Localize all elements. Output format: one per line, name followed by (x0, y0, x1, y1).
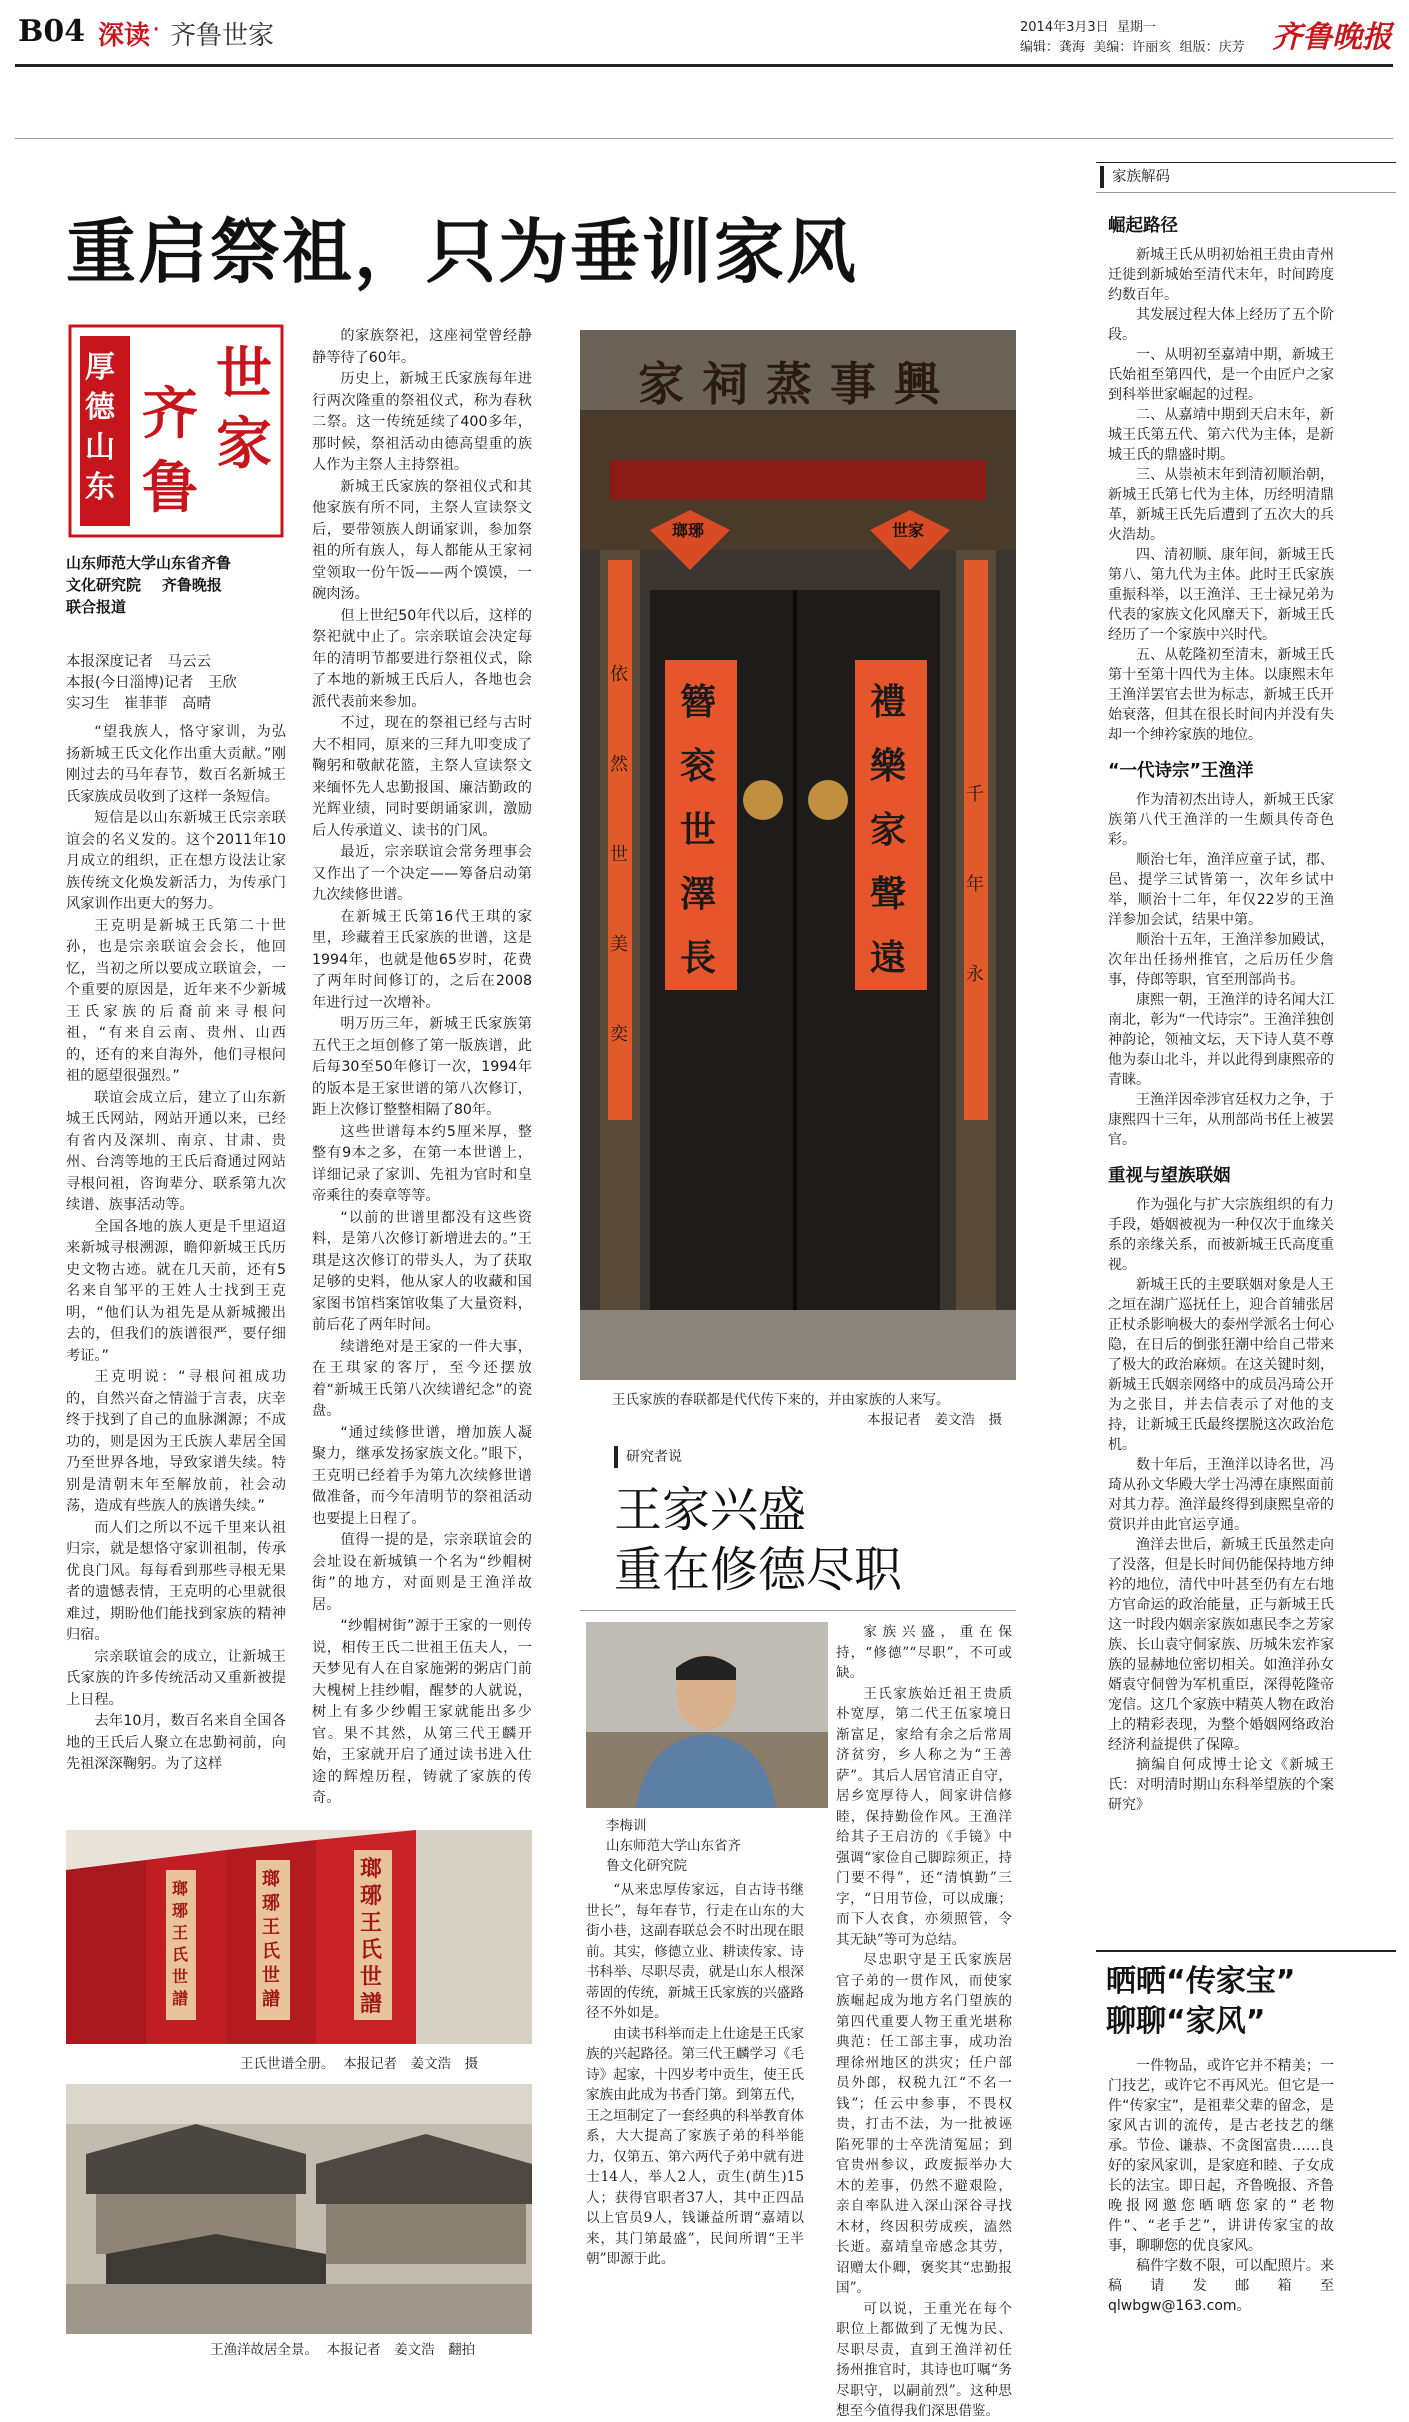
partners: 山东师范大学山东省齐鲁 文化研究院 齐鲁晚报 联合报道 (66, 554, 232, 616)
sidebar-section-title: 崛起路径 (1108, 216, 1178, 236)
photo-caption: 王氏世谱全册。 本报记者 姜文浩 摄 (240, 2056, 479, 2072)
book-spine-text: 瑯琊王氏世譜 (262, 1869, 280, 2010)
sidebar-rule (1096, 162, 1396, 163)
column-logo (66, 322, 286, 540)
pillar-left: 依然世美奕 (610, 664, 628, 1045)
sign-text: 世家 (892, 521, 925, 540)
headline: 重启祭祖，只为垂训家风 (66, 211, 858, 293)
research-column-1: “从来忠厚传家远，自古诗书继世长”，每年春节，行走在山东的大街小巷，这副春联总会不时出现在眼前。其实，修德立业、耕读传家、诗书科举、尽职尽责，就是山东人根深蒂固的传统，新城王氏家族的兴盛路径不外如是。 由读书科举而走上仕途是王氏家族的兴起路径。第三代王麟学习《毛诗》起家，十四岁考中贡生，使王氏家族由此成为书香门第。到第五代，王之垣制定了一套经典的科举教育体系，大大提高了家族子弟的科举能力，仅第五、第六两代子弟中就有进士14人，举人2人，贡生(荫生)15人；获得官职者37人，其中正四品以上官员9人，钱谦益所谓“嘉靖以来，其门第最盛”，民间所谓“王半朝”即源于此。 (586, 1882, 804, 2267)
logo-char: 齐 (142, 381, 198, 447)
couplet-left: 簪衮世澤長 (680, 681, 717, 979)
photo-caption: 王渔洋故居全景。 本报记者 姜文浩 翻拍 (210, 2342, 476, 2358)
issue-date: 2014年3月3日 (1020, 20, 1109, 35)
research-column-2: 家族兴盛，重在保持，“修德”“尽职”，不可或缺。 王氏家族始迁祖王贵质朴宽厚，第二代王伍家境日渐富足，家给有余之后常周济贫穷，乡人称之为“王善萨”。其后人居官清正自守，居乡宽厚待人，闾家讲信修睦，保持勤俭作风。王渔洋给其子王启汸的《手镜》中强调“家俭自己脚踪须正，持门要不得”，还“清慎勤”三字，“日用节俭，可以成廉；而下人衣食，亦须照管，令其无缺”等可为总结。 尽忠职守是王氏家族居官子弟的一贯作风，而使家族崛起成为地方名门望族的第四代重要人物王重光堪称典范：任工部主事，成功治理徐州地区的洪灾；任户部员外郎，权税九江“不名一钱”；任云中参事，不畏权贵，打击不法，为一批被诬陷死罪的士卒洗清冤屈；到官贵州参议，政废振举办大木的差事，仍然不避艰险，亲自率队进入深山深谷寻找木材，终因积劳成疾，溘然长逝。嘉靖皇帝感念其劳，诏赠太仆卿，褒奖其“忠勤报国”。 可以说，王重光在每个职位上都做到了无愧为民、尽职尽责，直到王渔洋初任扬州推官时，其诗也叮嘱“务尽职守，以嗣前烈”。这种思想至今值得我们深思借鉴。 (836, 1624, 1012, 2419)
doors-photo (580, 330, 1016, 1380)
logo-char: 世 (216, 341, 272, 407)
logo-char: 鲁 (142, 455, 198, 521)
sign-text: 瑯琊 (672, 521, 705, 540)
photo-caption: 王氏家族的春联都是代代传下来的，并由家族的人来写。 本报记者 姜文浩 摄 (612, 1392, 1002, 1428)
book-spine-text: 瑯琊王氏世譜 (360, 1856, 383, 2017)
masthead-logo: 齐鲁晚报 (1272, 20, 1392, 55)
page-header: B04 深读 · 齐鲁世家 2014年3月3日 星期一 编辑：龚海 美编：许丽亥 组版：庆芳 齐鲁晚报 (0, 0, 1409, 62)
photo-genealogy-books (66, 1830, 532, 2044)
plaque-text: 家祠蒸事興 (638, 357, 958, 411)
photo-family-doors (580, 330, 1016, 1380)
research-label: 研究者说 (614, 1446, 730, 1468)
couplet-right: 禮樂家聲遠 (870, 681, 907, 979)
article-column-1: “望我族人，恪守家训，为弘扬新城王氏文化作出重大贡献。”刚刚过去的马年春节，数百名新城王氏家族成员收到了这样一条短信。 短信是以山东新城王氏宗亲联谊会的名义发的。这个2011年10月成立的组织，正在想方设法让家族传统文化焕发新活力，为传承门风家训作出更大的努力。 王克明是新城王氏第二十世孙，也是宗亲联谊会会长，他回忆，当初之所以要成立联谊会，一个重要的原因是，近年来不少新城王氏家族的后裔前来寻根问祖，“有来自云南、贵州、山西的，还有的来自海外，他们寻根问祖的愿望很强烈。” 联谊会成立后，建立了山东新城王氏网站，网站开通以来，已经有省内及深圳、南京、甘肃、贵州、台湾等地的王氏后裔通过网站寻根问祖，咨询辈分、联系第九次续谱、族事活动等。 全国各地的族人更是千里迢迢来新城寻根溯源，瞻仰新城王氏历史文物古迹。就在几天前，还有5名来自邹平的王姓人士找到王克明，“他们认为祖先是从新城搬出去的，但我们的族谱很严，要仔细考证。” 王克明说：“寻根问祖成功的，自然兴奋之情溢于言表，庆幸终于找到了自己的血脉渊源；不成功的，则是因为王氏族人辈居全国乃至世界各地，导致家谱失续。特别是清朝末年至解放前，社会动荡，造成有些族人的族谱失续。” 而人们之所以不远千里来认祖归宗，就是想恪守家训祖制，传承优良门风。每每看到那些寻根无果者的遗憾表情，王克明的心里就很难过，期盼他们能找到家族的精神归宿。 宗亲联谊会的成立，让新城王氏家族的许多传统活动又重新被提上日程。 去年10月，数百名来自全国各地的王氏后人聚立在忠勤祠前，向先祖深深鞠躬。为了这样 (66, 724, 286, 1772)
portrait-caption: 李梅训 山东师范大学山东省齐 鲁文化研究院 (606, 1818, 741, 1874)
divider (580, 1610, 1016, 1611)
pillar-right: 千年永 (966, 784, 984, 985)
logo-char: 家 (216, 411, 272, 477)
sidebar-label: 家族解码 (1100, 166, 1210, 188)
genealogy-photo (66, 1830, 532, 2044)
divider (15, 138, 1393, 139)
residence-photo (66, 2084, 532, 2334)
logo-small-text: 厚德山东 (85, 350, 115, 505)
portrait-photo (586, 1622, 828, 1808)
divider (1096, 1950, 1396, 1952)
article-column-2: 的家族祭祀，这座祠堂曾经静静等待了60年。 历史上，新城王氏家族每年进行两次隆重的祭祖仪式，称为春秋二祭。这一传统延续了400多年，那时候，祭祖活动由德高望重的族人作为主祭人主持祭祖。 新城王氏家族的祭祖仪式和其他家族有所不同，主祭人宣读祭文后，要带领族人朗诵家训，参加祭祖的所有族人，每人都能从王家祠堂领取一份午饭——两个馍馍，一碗肉汤。 但上世纪50年代以后，这样的祭祀就中止了。宗亲联谊会决定每年的清明节都要进行祭祖仪式，除了本地的新城王氏后人，各地也会派代表前来参加。 不过，现在的祭祖已经与古时大不相同，原来的三拜九叩变成了鞠躬和敬献花篮，主祭人宣读祭文来缅怀先人忠勤报国、廉洁勤政的光辉业绩，同时要朗诵家训，激励后人传承道义、读书的门风。 最近，宗亲联谊会常务理事会又作出了一个决定——筹备启动第九次续修世谱。 在新城王氏第16代王琪的家里，珍藏着王氏家族的世谱，这是1994年，也就是他65岁时，花费了两年时间修订的，之后在2008年进行过一次增补。 明万历三年，新城王氏家族第五代王之垣创修了第一版族谱，此后每30至50年修订一次，1994年的版本是王家世谱的第八次修订，距上次修订整整相隔了80年。 这些世谱每本约5厘米厚，整整有9本之多，在第一本世谱上，详细记录了家训、先祖为官时和皇帝乘往的奏章等等。 “以前的世谱里都没有这些资料，是第八次修订新增进去的。”王琪是这次修订的带头人，为了获取足够的史料，他从家人的收藏和国家图书馆档案馆收集了大量资料，前后花了两年时间。 续谱绝对是王家的一件大事，在王琪家的客厅，至今还摆放着“新城王氏第八次续谱纪念”的瓷盘。 “通过续修世谱，增加族人凝聚力，继承发扬家族文化。”眼下，王克明已经着手为第九次续修世谱做准备，而今年清明节的祭祖活动也要提上日程了。 值得一提的是，宗亲联谊会的会址设在新城镇一个名为“纱帽树街”的地方，对面则是王渔洋故居。 “纱帽树街”源于王家的一则传说，相传王氏二世祖王伍夫人，一天梦见有人在自家施粥的粥店门前大槐树上挂纱帽，醒梦的人就说，树上有多少纱帽王家就能出多少官。果不其然，从第三代王麟开始，王家就开启了通过读书进入仕途的辉煌历程，铸就了家族的传奇。 (312, 328, 532, 1806)
sidebar-section-title: “一代诗宗”王渔洋 (1108, 761, 1254, 781)
section-label: 深读 (98, 21, 151, 51)
sidebar-section-title: 重视与望族联姻 (1108, 1166, 1231, 1186)
sub-headline: 王家兴盛 重在修德尽职 (614, 1482, 903, 1598)
promo-title: 晒晒“传家宝” 聊聊“家风” (1106, 1964, 1296, 2039)
sidebar-content: 崛起路径 新城王氏从明初始祖王贵由青州迁徙到新城始至清代末年，时间跨度约数百年。 其发展过程大体上经历了五个阶段。 一、从明初至嘉靖中期，新城王氏始祖至第四代，是一个由匠户之家到科举世家崛起的过程。 二、从嘉靖中期到天启末年，新城王氏第五代、第六代为主体，是新城王氏的鼎盛时期。 三、从崇祯末年到清初顺治朝，新城王氏第七代为主体，历经明清鼎革，新城王氏先后遭到了五次大的兵火浩劫。 四、清初顺、康年间，新城王氏第八、第九代为主体。此时王氏家族重振科举，以王渔洋、王士禄兄弟为代表的家族文化风靡天下，新城王氏经历了一个家族中兴时代。 五、从乾隆初至清末，新城王氏第十至第十四代为主体。以康熙末年王渔洋罢官去世为标志，新城王氏开始衰落，但其在很长时间内并没有失却一个绅衿家族的地位。 “一代诗宗”王渔洋 作为清初杰出诗人，新城王氏家族第八代王渔洋的一生颇具传奇色彩。 顺治七年，渔洋应童子试，郡、邑、提学三试皆第一，次年乡试中举，顺治十二年，年仅22岁的王渔洋参加会试，结果中第。 顺治十五年，王渔洋参加殿试，次年出任扬州推官，之后历任少詹事，侍郎等职，官至刑部尚书。 康熙一朝，王渔洋的诗名闻大江南北，彰为“一代诗宗”。王渔洋独创神韵论，领袖文坛，天下诗人莫不尊他为泰山北斗，并以此得到康熙帝的青睐。 王渔洋因牵涉官廷权力之争，于康熙四十三年，从刑部尚书任上被罢官。 重视与望族联姻 作为强化与扩大宗族组织的有力手段，婚姻被视为一种仅次于血缘关系的亲缘关系，而被新城王氏高度重视。 新城王氏的主要联姻对象是人王之垣在湖广巡抚任上，迎合首辅张居正杖杀影响极大的泰州学派名士何心隐，在日后的倒张狂潮中给自己带来了极大的政治麻烦。在这关键时刻，新城王氏姻亲网络中的成员冯琦公开为之张目，并去信表示了对他的支持，让新城王氏最终摆脱这次政治危机。 数十年后，王渔洋以诗名世，冯琦从孙文华殿大学士冯溥在康熙面前对其力荐。渔洋最终得到康熙皇帝的赏识并由此官运亨通。 渔洋去世后，新城王氏虽然走向了没落，但是长时间仍能保持地方绅衿的地位，清代中叶甚至仍有左右地方官命运的政治能量，正与新城王氏这一时段内姻亲家族如惠民李之芳家族、长山袁守侗家族、历城朱宏祚家族的显赫地位密切相关。如渔洋孙女婿袁守侗曾为军机重臣，深得乾隆帝宠信。这几个家族中精英人物在政治上的精彩表现，为整个婚姻网络政治经济利益提供了保障。 摘编自何成博士论文《新城王氏：对明清时期山东科举望族的个案研究》 (1108, 212, 1334, 1815)
page-code: B04 (18, 14, 86, 49)
photo-residence (66, 2084, 532, 2334)
header-rule (15, 64, 1393, 67)
column-label: 齐鲁世家 (170, 21, 275, 51)
portrait-icon (586, 1622, 828, 1808)
byline: 本报深度记者 马云云 本报(今日淄博)记者 王欣 实习生 崔菲菲 高晴 (66, 654, 237, 712)
sidebar-rule (1096, 192, 1396, 193)
book-spine-text: 瑯琊王氏世譜 (172, 1879, 189, 2008)
